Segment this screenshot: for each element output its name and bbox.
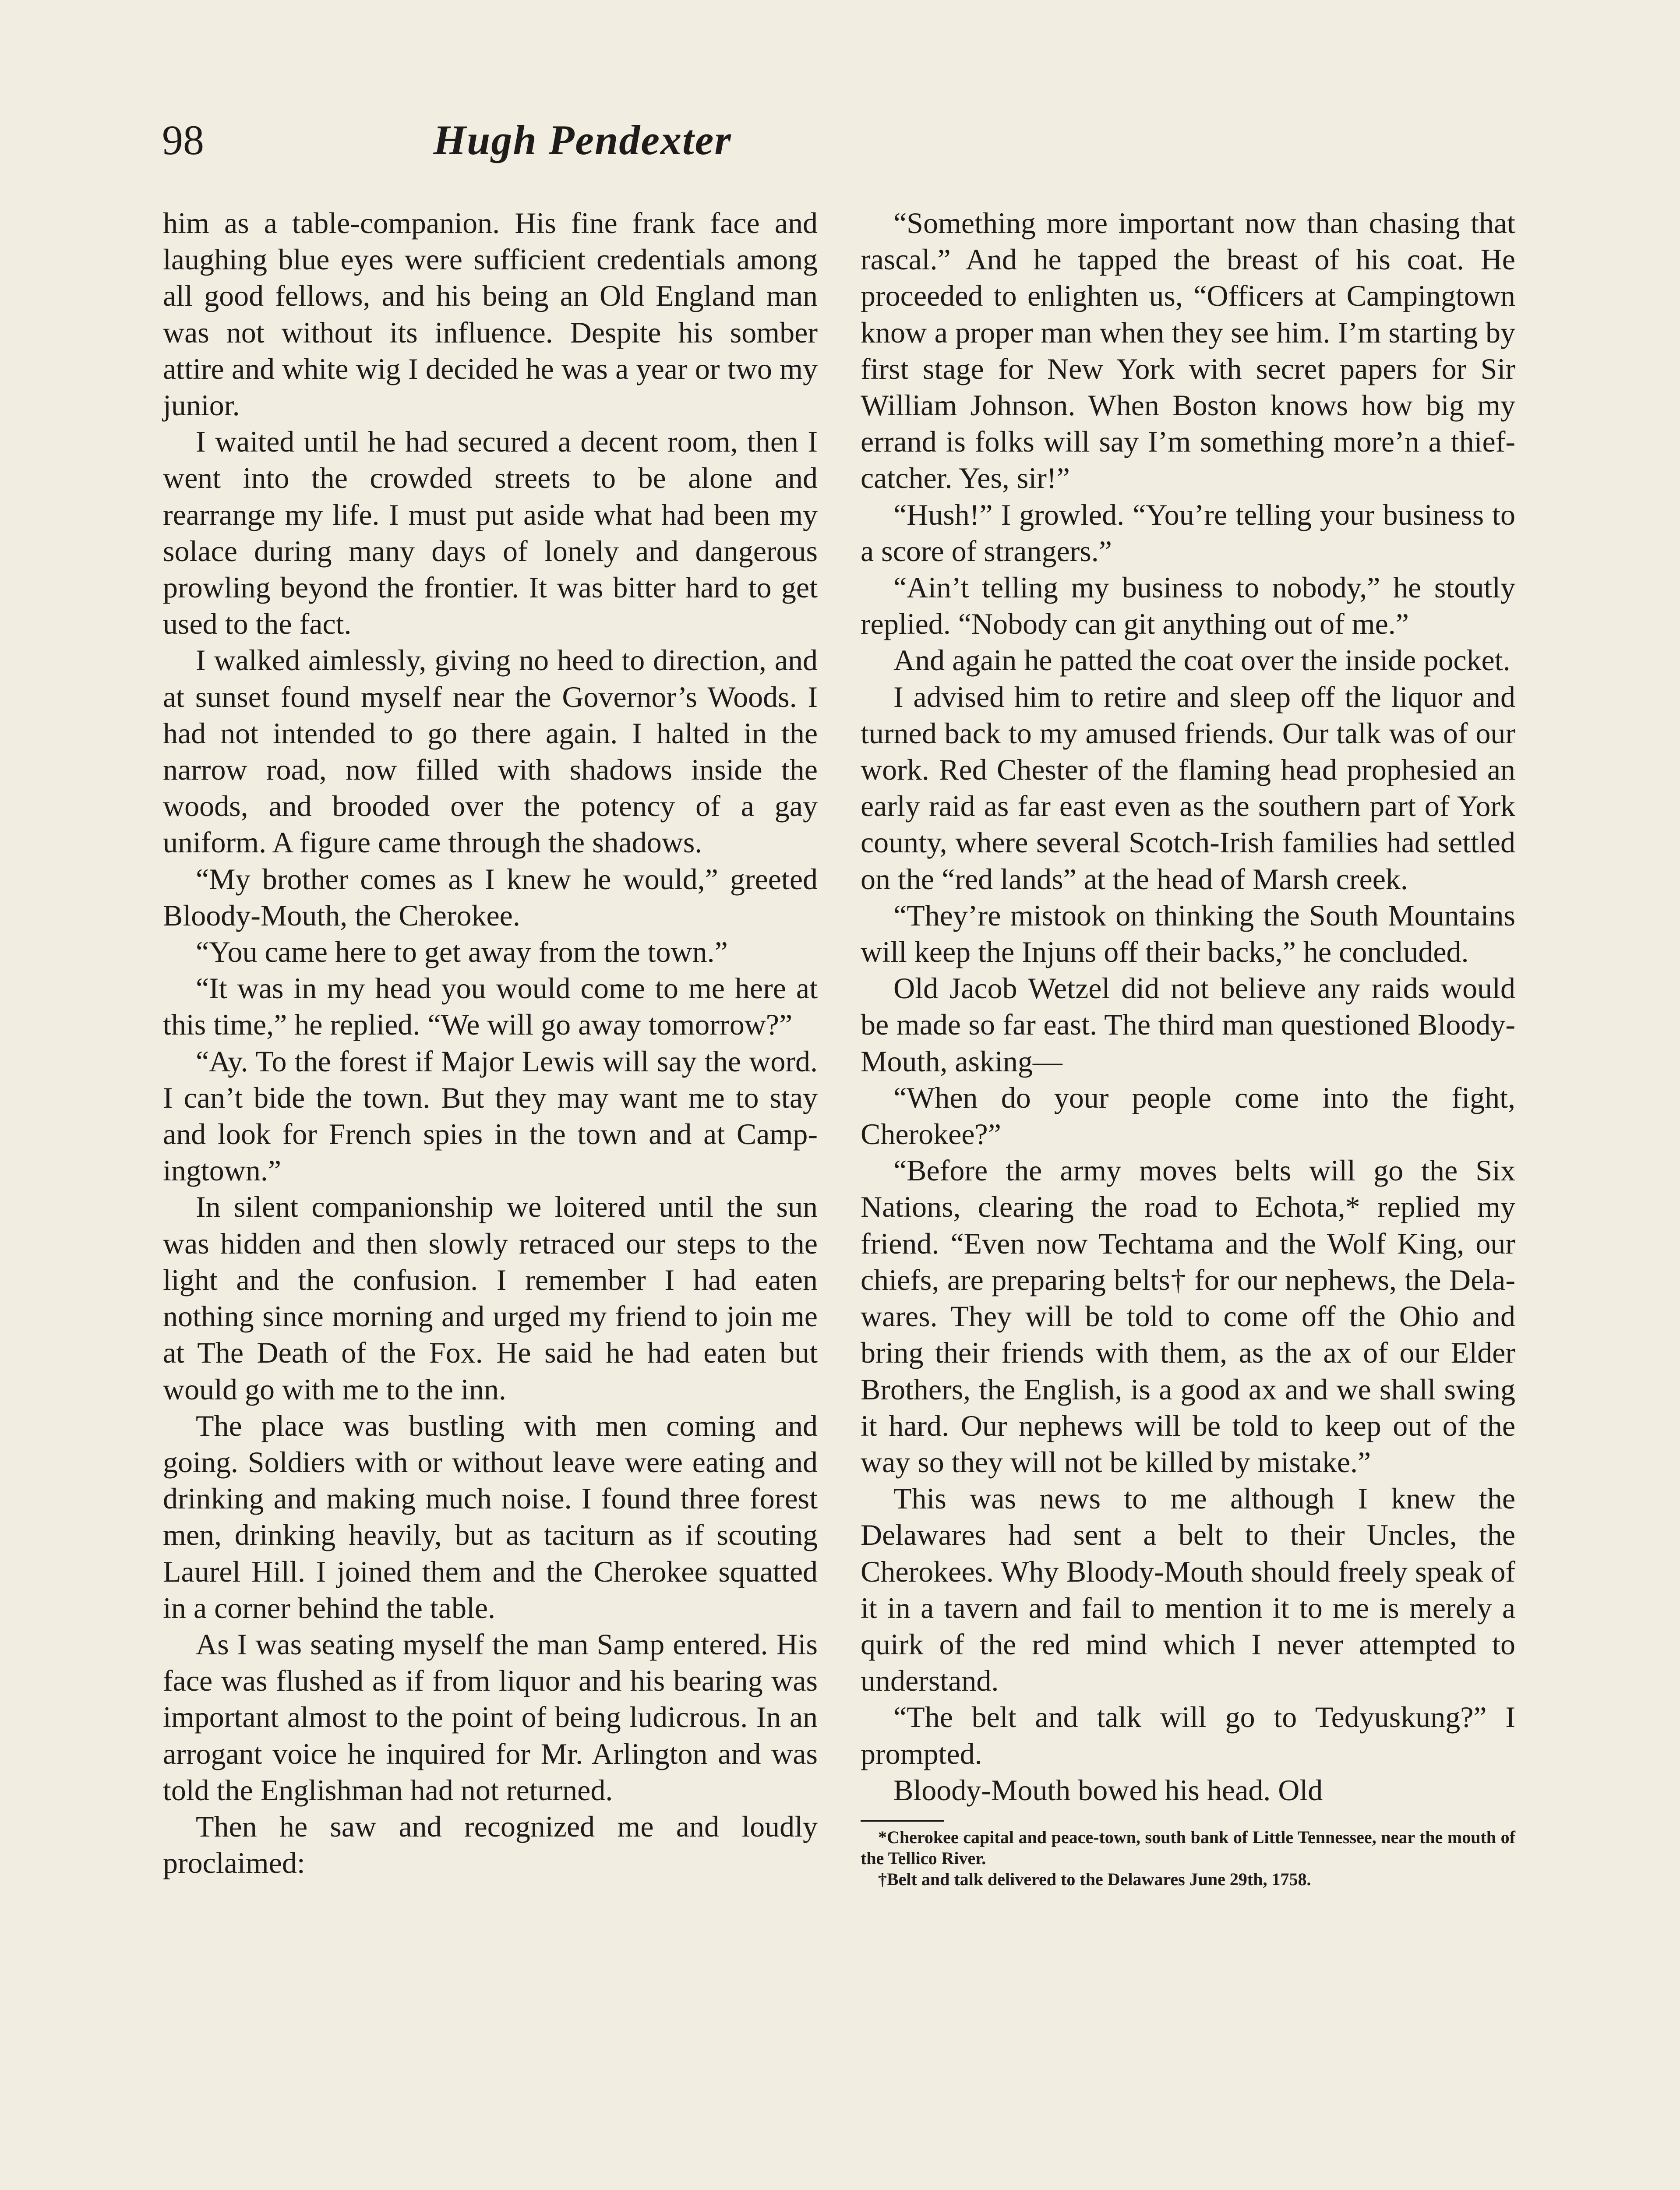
paragraph: “My brother comes as I knew he would,” greeted Bloody-Mouth, the Cherokee. [163, 862, 818, 932]
paragraph: Old Jacob Wetzel did not believe any raids would be made so far east. The third man questioned Bloody-Mouth, asking— [861, 971, 1515, 1078]
footnote-divider [861, 1820, 944, 1822]
paragraph: Bloody-Mouth bowed his head. Old [893, 1773, 1323, 1807]
paragraph: This was news to me although I knew the Delawares had sent a belt to their Uncles, the Cherokees. Why Bloody-Mouth should freely speak of it in a tavern and fail to mention it to me is merely a quirk of the red mind which I never attempted to understand. [861, 1482, 1515, 1698]
page-number: 98 [162, 117, 204, 163]
paragraph: “They’re mistook on thinking the South Mountains will keep the Injuns off their backs,” he concluded. [861, 898, 1515, 969]
right-column [861, 205, 1515, 1890]
paragraph: As I was seating myself the man Samp entered. His face was flushed as if from liquor and his bearing was important almost to the point of being ludicrous. In an arrogant voice he inquired for Mr. Arlington and was told the Englishman had not returned. [163, 1627, 818, 1807]
paragraph: Then he saw and recognized me and loudly proclaimed: [163, 1809, 818, 1880]
paragraph: I advised him to retire and sleep off the liquor and turned back to my amused friends. Our talk was of our work. Red Chester of the flaming head prophesied an early raid as far east even as the southern part of York county, where several Scotch-Irish families had settled on the “red lands” at the head of Marsh creek. [861, 680, 1515, 896]
paragraph: I waited until he had secured a decent room, then I went into the crowded streets to be alone and rearrange my life. I must put aside what had been my solace during many days of lonely and dangerous prowling beyond the frontier. It was bitter hard to get used to the fact. [163, 425, 818, 641]
paragraph: “You came here to get away from the town.” [196, 935, 728, 969]
paragraph: “It was in my head you would come to me here at this time,” he replied. “We will go away tomorrow?” [163, 971, 818, 1042]
paragraph: “Something more important now than chasing that rascal.” And he tapped the breast of his coat. He proceeded to enlighten us, “Officers at Campingtown know a proper man when they see him. I’m starting by first stage for New York with secret papers for Sir William Johnson. When Boston knows how big my errand is folks will say I’m something more’n a thief-catcher. Yes, sir!” [861, 206, 1515, 495]
paragraph: I walked aimlessly, giving no heed to direction, and at sunset found myself near the Governor’s Woods. I had not intended to go there again. I halted in the narrow road, now filled with shadows inside the woods, and brooded over the potency of a gay uniform. A figure came through the shadows. [163, 643, 818, 859]
paragraph: “Ay. To the forest if Major Lewis will say the word. I can’t bide the town. But they may want me to stay and look for French spies in the town and at Campingtown.” [163, 1044, 818, 1187]
paragraph: him as a table-companion. His fine frank face and laughing blue eyes were sufficient credentials among all good fellows, and his being an Old England man was not without its influence. Despite his somber attire and white wig I decided he was a year or two my junior. [163, 206, 818, 422]
paragraph: “Ain’t telling my business to nobody,” he stoutly replied. “Nobody can git anything out of me.” [861, 571, 1515, 641]
paragraph: In silent companionship we loitered until the sun was hidden and then slowly retraced our steps to the light and the confusion. I remember I had eaten nothing since morning and urged my friend to join me at The Death of the Fox. He said he had eaten but would go with me to the inn. [163, 1190, 818, 1406]
running-title: Hugh Pendexter [433, 117, 732, 163]
page-header [162, 112, 1003, 177]
paragraph: “Before the army moves belts will go the Six Nations, clearing the road to Echota,* replied my friend. “Even now Techtama and the Wolf King, our chiefs, are preparing belts† for our nephews, the Delawares. They will be told to come off the Ohio and bring their friends with them, as the ax of our Elder Brothers, the English, is a good ax and we shall swing it hard. Our nephews will be told to keep out of the way so they will not be killed by mistake.” [861, 1154, 1515, 1479]
footnote: *Cherokee capital and peace-town, south bank of Little Tennessee, near the mouth of the Tellico River. [861, 1827, 1515, 1868]
footnote: †Belt and talk delivered to the Delawares June 29th, 1758. [878, 1869, 1311, 1889]
paragraph: The place was bustling with men coming and going. Soldiers with or without leave were eating and drinking and making much noise. I found three forest men, drinking heavily, but as taciturn as if scouting Laurel Hill. I joined them and the Cherokee squatted in a corner behind the table. [163, 1409, 818, 1625]
paragraph: “Hush!” I growled. “You’re telling your business to a score of strangers.” [861, 498, 1515, 568]
left-column [163, 205, 818, 1881]
paragraph: And again he patted the coat over the inside pocket. [893, 643, 1511, 677]
paragraph: “The belt and talk will go to Tedyuskung?” I prompted. [861, 1700, 1515, 1770]
paragraph: “When do your people come into the fight, Cherokee?” [861, 1081, 1515, 1151]
